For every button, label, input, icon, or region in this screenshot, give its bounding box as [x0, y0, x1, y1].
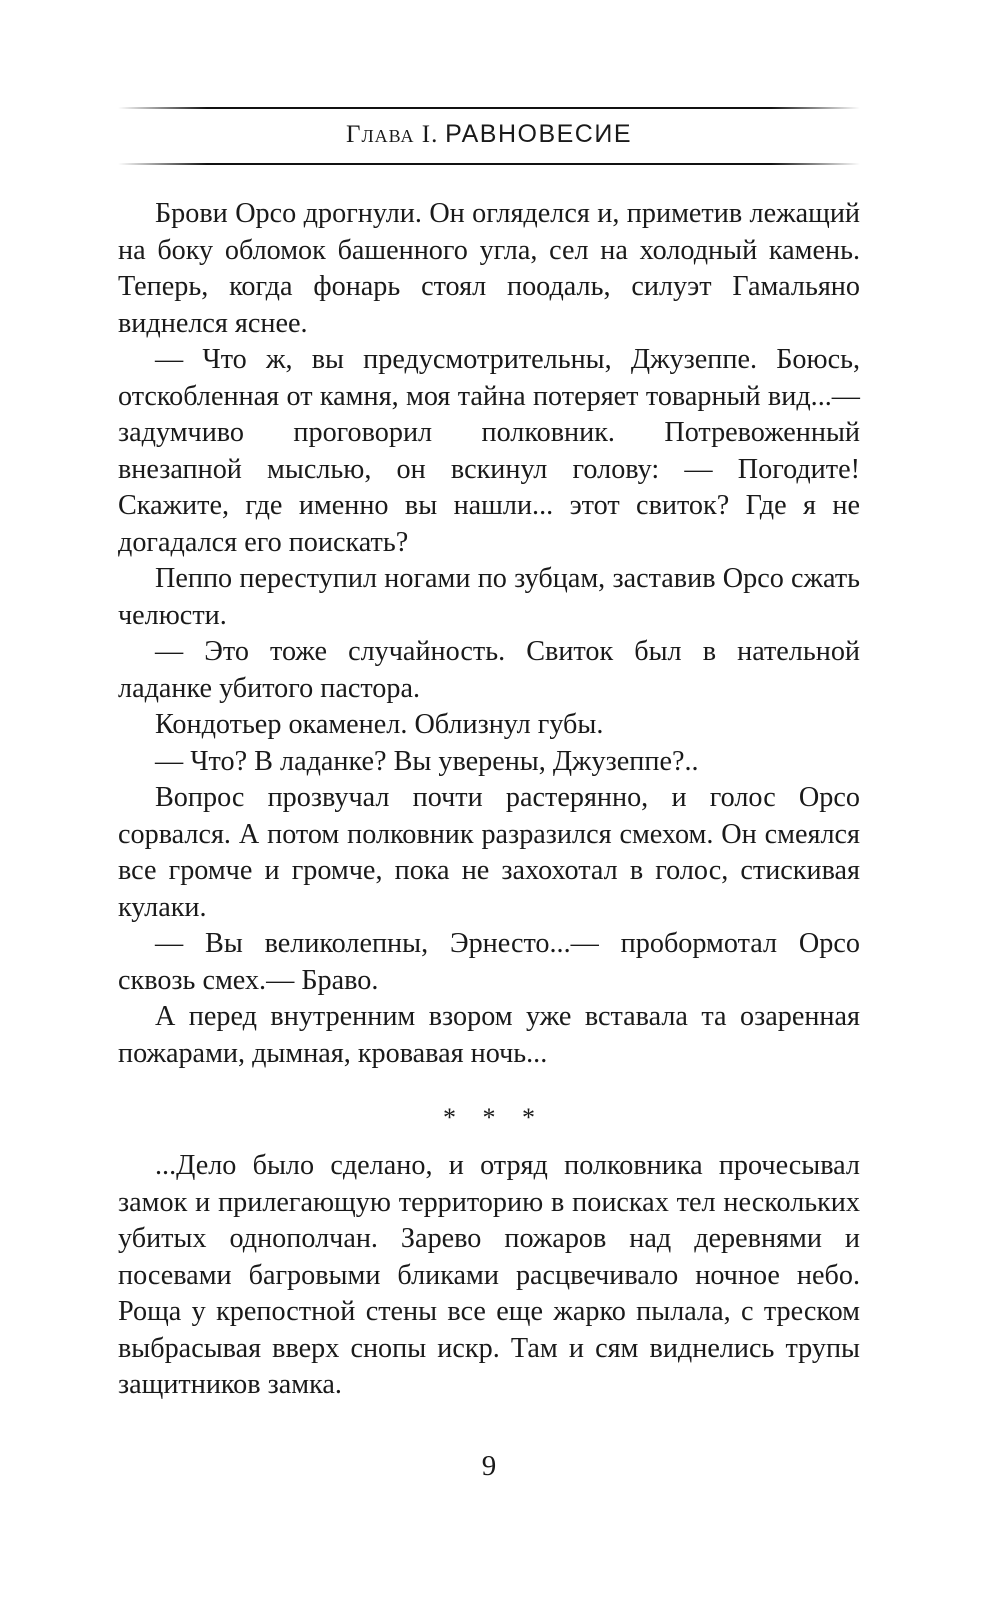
chapter-label: Глава I.	[345, 121, 439, 148]
paragraph: А перед внутренним взором уже вставала та озаренная пожарами, дымная, кровавая ночь...	[118, 1001, 860, 1069]
page-number: 9	[481, 1450, 497, 1482]
section-separator: * * *	[443, 1103, 545, 1132]
paragraph: — Это тоже случайность. Свиток был в нательной ладанке убитого пастора.	[118, 636, 860, 704]
paragraph: ...Дело было сделано, и отряд полковника прочесывал замок и прилегающую территорию в поисках тел нескольких убитых однополчан. Зарево пожаров над деревнями и посевами багровыми бликами расцвечивало ночное небо. Роща у крепостной стены все еще жарко пылала, с треском выбрасывая вверх снопы искр. Там и сям виднелись трупы защитников замка.	[118, 1150, 860, 1400]
paragraph: — Что? В ладанке? Вы уверены, Джузеппе?..	[155, 745, 699, 777]
paragraph: Кондотьер окаменел. Облизнул губы.	[155, 709, 604, 740]
running-head	[118, 114, 860, 155]
paragraph: — Вы великолепны, Эрнесто...— пробормотал Орсо сквозь смех.— Браво.	[118, 928, 860, 996]
text-section-1	[118, 196, 860, 1072]
header-rule-top	[118, 107, 860, 109]
chapter-title: РАВНОВЕСИЕ	[445, 120, 632, 148]
paragraph: Пеппо переступил ногами по зубцам, заставив Орсо сжать челюсти.	[118, 563, 860, 631]
paragraph: — Что ж, вы предусмотрительны, Джузеппе. Боюсь, отскобленная от камня, моя тайна потеряет товарный вид...— задумчиво проговорил полковник. Потревоженный внезапной мыслью, он вскинул голову: — Погодите! Скажите, где именно вы нашли... этот свиток? Где я не догадался его поискать?	[118, 344, 860, 558]
paragraph: Брови Орсо дрогнули. Он огляделся и, приметив лежащий на боку обломок башенного угла, сел на холодный камень. Теперь, когда фонарь стоял поодаль, силуэт Гамальяно виднелся яснее.	[118, 198, 860, 339]
header-rule-bottom	[118, 163, 860, 165]
paragraph: Вопрос прозвучал почти растерянно, и голос Орсо сорвался. А потом полковник разразился смехом. Он смеялся все громче и громче, пока не захохотал в голос, стискивая кулаки.	[118, 782, 860, 923]
text-section-2	[118, 1148, 860, 1404]
